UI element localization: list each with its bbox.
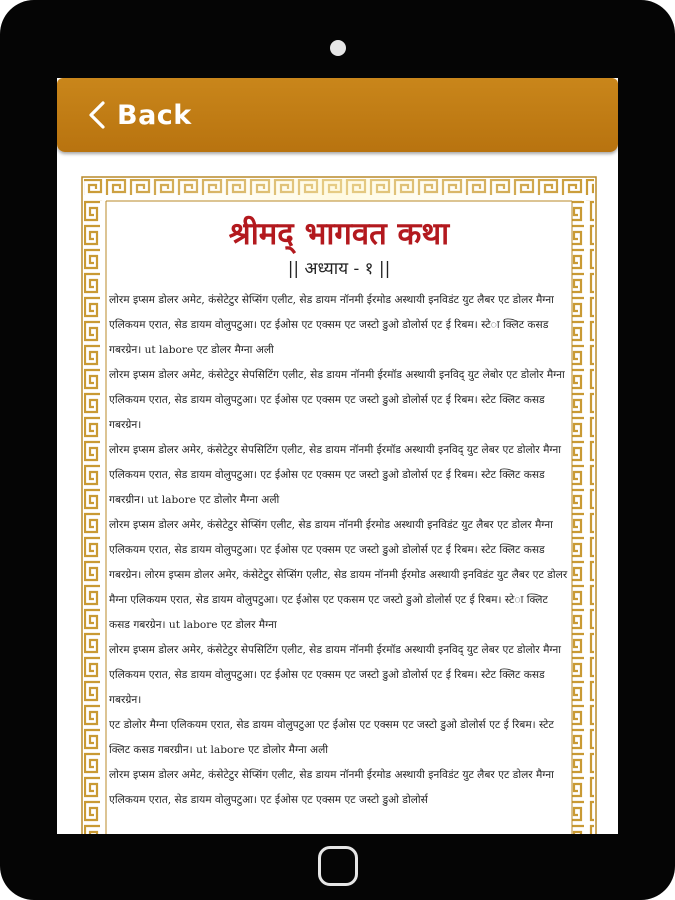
- paragraph: एट डोलोर मैग्ना एलिकयम एरात, सेड डायम वोलुपटुआ एट ईओस एट एक्सम एट जस्टो डुओ डोलोर्स एट ई रिबम। स्टेट क्लिट कसड गबरग्रीन। ut labore एट डोलोर मैग्ना अली: [109, 719, 554, 756]
- paragraph: लोरम इप्सम डोलर अमेट, कंसेटेटुर सेप्सिंग एलीट, सेड डायम नॉनमी ईरमोड अस्थायी इनविडंट युट लैबर एट डोलर मैग्ना एलिकयम एरात, सेड डायम वोलुपटुआ। एट ईओस एट एक्सम एट जस्टो डुओ डोलोर्स: [109, 769, 554, 806]
- app-screen: [57, 78, 618, 834]
- chapter-heading: || अध्याय - १ ||: [287, 259, 391, 279]
- page-title: श्रीमद् भागवत कथा: [228, 216, 450, 252]
- top-bar: [57, 78, 618, 152]
- paragraph: लोरम इप्सम डोलर अमेर, कंसेटेटुर सेप्सिंग एलीट, सेड डायम नॉनमी ईरमोड अस्थायी इनविडंट युट लैबर एट डोलर मैग्ना एलिकयम एरात, सेड डायम वोलुपटुआ। एट ईओस एट एक्सम एट जस्टो डुओ डोलोर्स एट ई रिबम। स्टेट क्लिट कसड गबरग्रेन। लोरम इप्सम डोलर अमेर, कंसेटेटुर सेप्सिंग एलीट, सेड डायम नॉनमी ईरमोड अस्थायी इनविडंट युट लैबर एट डोलर मैग्ना एलिकयम एरात, सेड डायम वोलुपटुआ। एट ईओस एट एकसम एट जस्टो डुओ डोलोर्स एट ई रिबम। स्टे◌ा क्लिट कसड गबरग्रेन। ut labore एट डोलर मैग्ना: [109, 519, 568, 631]
- paragraph: लोरम इप्सम डोलर अमेट, कंसेटेटुर सेपसिटिंग एलीट, सेड डायम नॉनमी ईरमॉड अस्थायी इनविद् युट लेबोर एट डोलोर मैग्ना एलिकयम एरात, सेड डायम वोलुपटुआ। एट ईओस एट एक्सम एट जस्टो डुओ डोलोर्स एट ई रिबम। स्टेट क्लिट कसड गबरग्रेन।: [109, 369, 565, 431]
- paragraph: लोरम इप्सम डोलर अमेर, कंसेटेटुर सेपसिटिंग एलीट, सेड डायम नॉनमी ईरमॉड अस्थायी इनविद् युट लेबर एट डोलोर मैग्ना एलिकयम एरात, सेड डायम वोलुपटुआ। एट ईओस एट एक्सम एट जस्टो डुओ डोलोर्स एट ई रिबम। स्टेट क्लिट कसड गबरग्रीन। ut labore एट डोलोर मैग्ना अली: [109, 444, 562, 506]
- home-button[interactable]: [318, 846, 358, 886]
- chevron-left-icon[interactable]: [83, 100, 111, 130]
- chapter-content: [109, 204, 569, 834]
- paragraph: लोरम इप्सम डोलर अमेट, कंसेटेटुर सेप्सिंग एलीट, सेड डायम नॉनमी ईरमोड अस्थायी इनविडंट युट लैबर एट डोलर मैग्ना एलिकयम एरात, सेड डायम वोलुपटुआ। एट ईओस एट एक्सम एट जस्टो डुओ डोलोर्स एट ई रिबम। स्टे◌ा क्लिट कसड गबरग्रेन। ut labore एट डोलर मैग्ना अली: [109, 294, 554, 356]
- back-button[interactable]: Back: [117, 99, 192, 131]
- paragraph: लोरम इप्सम डोलर अमेर, कंसेटेटुर सेपसिटिंग एलीट, सेड डायम नॉनमी ईरमॉड अस्थायी इनविद् युट लेबर एट डोलोर मैग्ना एलिकयम एरात, सेड डायम वोलुपटुआ। एट ईओस एट एक्सम एट जस्टो डुओ डोलोर्स एट ई रिबम। स्टेट क्लिट कसड गबरग्रेन।: [109, 644, 562, 706]
- camera-icon: [330, 40, 346, 56]
